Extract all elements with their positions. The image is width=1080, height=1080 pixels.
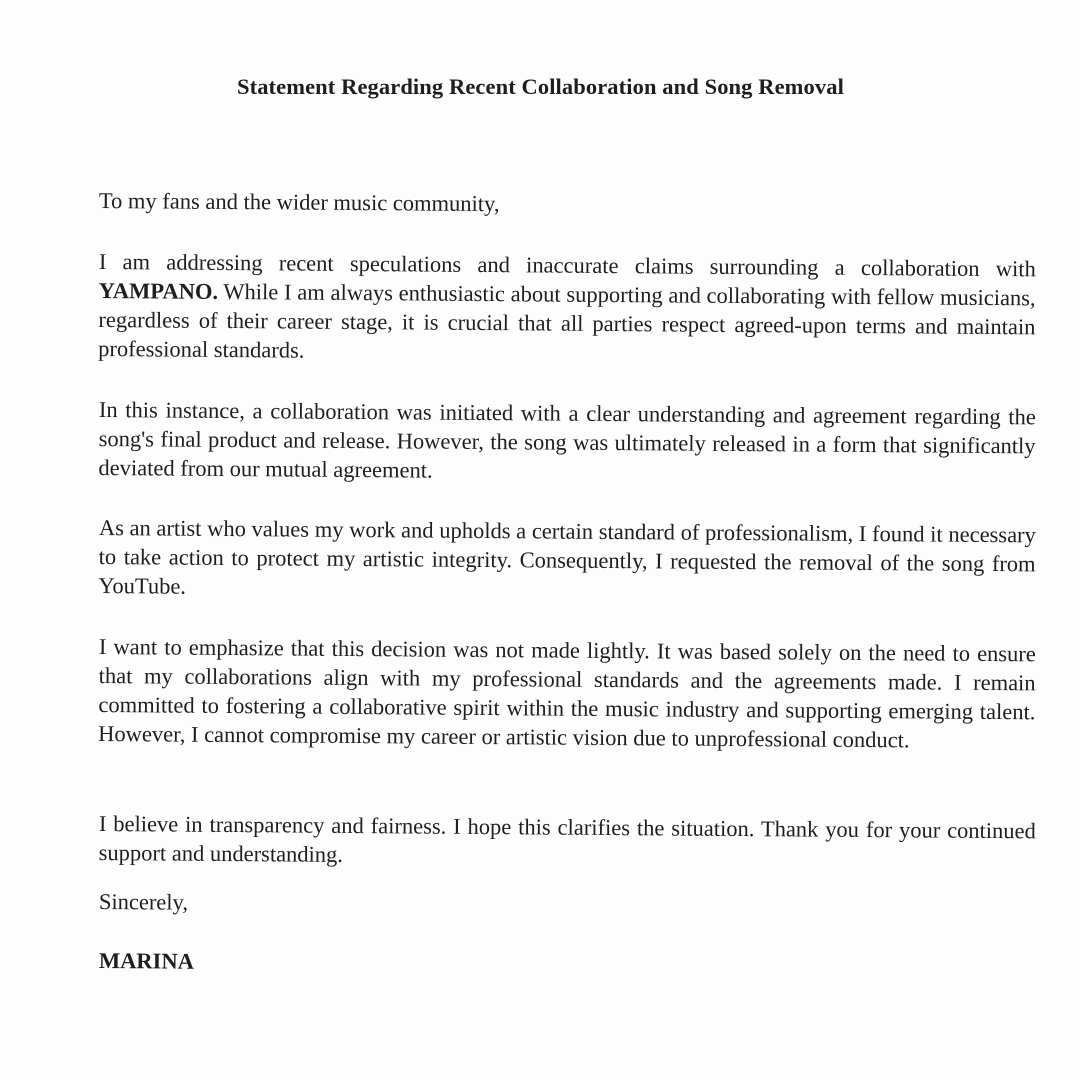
paragraph-thanks: I believe in transparency and fairness. I hope this clarifies the situation. Thank you for your continued support and understanding.: [98, 810, 1036, 867]
paragraph-1-intro: I am addressing recent speculations and inaccurate claims surrounding a collaboration with: [98, 248, 1036, 282]
paragraph-action-taken: As an artist who values my work and upholds a certain standard of professionalism, I found it necessary to take action to protect my artistic integrity. Consequently, I requested the removal of the song from YouTube.: [98, 514, 1036, 599]
closing-line: Sincerely,: [98, 888, 189, 915]
paragraph-collaboration-claims: [98, 247, 1036, 370]
collaborator-name: YAMPANO.: [98, 277, 219, 304]
greeting-line: To my fans and the wider music community,: [98, 187, 500, 217]
signature: MARINA: [98, 947, 194, 974]
paragraph-decision: I want to emphasize that this decision was not made lightly. It was based solely on the need to ensure that my collaborations align with my professional standards and the agreements made. I remain committed to fostering a collaborative spirit within the music industry and supporting emerging talent. However, I cannot compromise my career or artistic vision due to unprofessional conduct.: [98, 633, 1036, 753]
document-title: Statement Regarding Recent Collaboration and Song Removal: [237, 74, 844, 99]
paragraph-1-rest: While I am always enthusiastic about supporting and collaborating with fellow musicians, regardless of their career stage, it is crucial that all parties respect agreed-upon terms and maintain professional standards.: [98, 278, 1036, 363]
paragraph-agreement: In this instance, a collaboration was initiated with a clear understanding and agreement regarding the song's final product and release. However, the song was ultimately released in a form that significantly deviated from our mutual agreement.: [98, 396, 1036, 483]
